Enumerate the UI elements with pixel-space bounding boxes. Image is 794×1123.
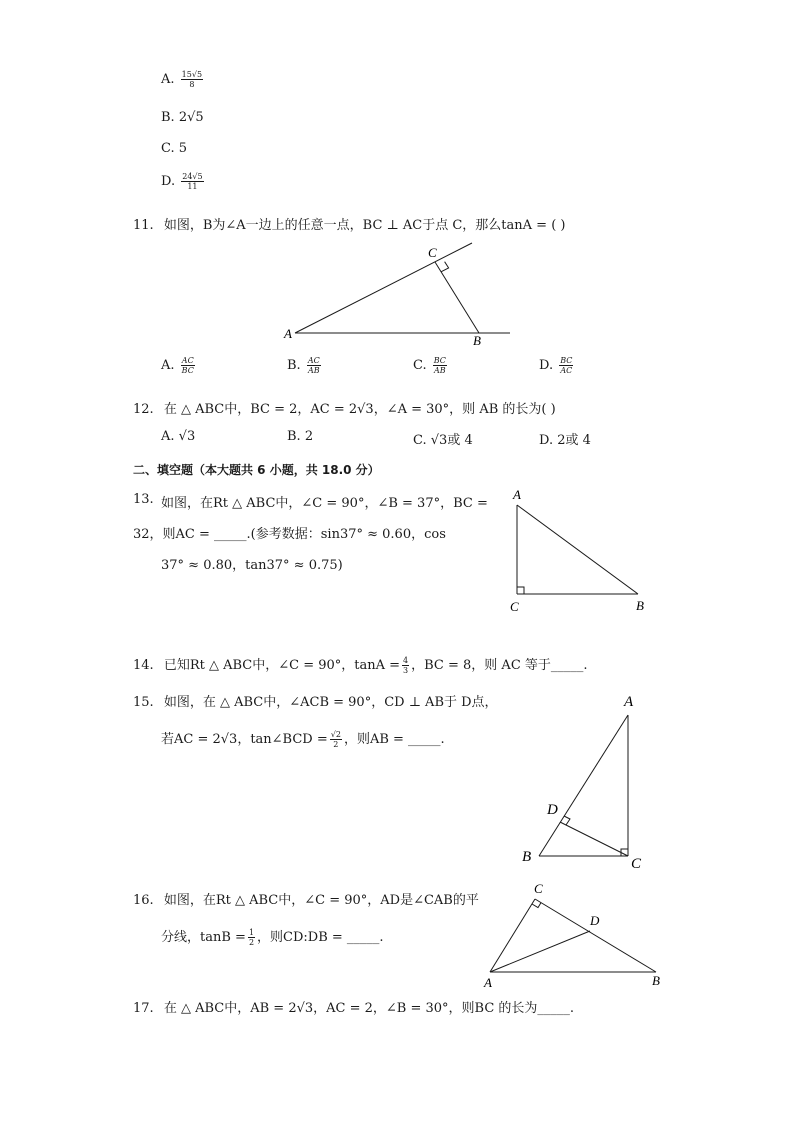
q13-label-a: A: [513, 487, 521, 502]
q15-right-angle-mark-d: [564, 816, 570, 825]
q15-label-d: D: [547, 802, 558, 818]
q12-option-c: C. √3或 4: [413, 433, 473, 448]
q11-option-c-fraction: $\frac{BC}{AB}$: [433, 356, 446, 375]
q11-figure: [280, 240, 520, 350]
q10-option-a: A. $\frac{15√5}{8}$: [161, 70, 203, 89]
q11-label-a: A: [284, 326, 292, 341]
q13-right-angle-mark: [517, 587, 524, 594]
q10-option-d-fraction: $\frac{24√5}{11}$: [182, 172, 203, 191]
q10-option-d: D. $\frac{24√5}{11}$: [161, 172, 203, 191]
q13-label-b: B: [636, 598, 644, 613]
q14-fraction: $\frac{4}{3}$: [403, 656, 409, 675]
q11-right-angle-mark: [441, 262, 449, 272]
q12-option-d: D. 2或 4: [539, 433, 591, 448]
section-fill-in-title: 二、填空题（本大题共 6 小题，共 18.0 分）: [133, 463, 380, 477]
q15-line-ab: [539, 715, 628, 856]
q11-option-d: D. $\frac{BC}{AC}$: [539, 356, 573, 375]
q16-line-cb: [535, 899, 656, 972]
q15-stem-line2: 若AC = 2√3，tan∠BCD = $\frac{√2}{2}$ ，则AB = _____.: [161, 730, 445, 749]
q10-option-b: B. 2√5: [161, 110, 204, 125]
q13-line2: 32，则AC = _____.(参考数据：sin37° ≈ 0.60，cos: [133, 527, 446, 542]
q11-stem: 11. 如图，B为∠A一边上的任意一点，BC ⊥ AC于点 C，那么tanA = ( ): [133, 218, 566, 233]
q15-label-c: C: [631, 856, 642, 872]
q13-line-ab: [517, 505, 638, 594]
q16-label-c: C: [534, 881, 543, 896]
q11-option-b: B. $\frac{AC}{AB}$: [287, 356, 320, 375]
q12-option-a: A. √3: [161, 429, 196, 444]
q13-figure: [505, 485, 655, 615]
q15-label-b: B: [522, 849, 532, 865]
q15-label-a: A: [624, 694, 634, 710]
q11-option-c: C. $\frac{BC}{AB}$: [413, 356, 446, 375]
q15-fraction: $\frac{√2}{2}$: [330, 730, 341, 749]
q13-line1: 如图，在Rt △ ABC中，∠C = 90°，∠B = 37°，BC =: [161, 496, 488, 511]
q16-stem-line2: 分线，tanB = $\frac{1}{2}$ ，则CD:DB = _____.: [161, 928, 384, 947]
q11-label-c: C: [428, 245, 437, 260]
q10-option-c: C. 5: [161, 141, 188, 156]
q11-line-bc: [435, 262, 479, 333]
q16-fraction: $\frac{1}{2}$: [248, 928, 255, 947]
q11-label-b: B: [473, 333, 481, 348]
q16-label-a: A: [484, 975, 492, 990]
q17-stem: 17. 在 △ ABC中，AB = 2√3，AC = 2，∠B = 30°，则BC 的长为_____.: [133, 1001, 575, 1016]
q15-stem-line1: 15. 如图，在 △ ABC中，∠ACB = 90°，CD ⊥ AB于 D点，: [133, 695, 498, 710]
q11-option-b-fraction: $\frac{AC}{AB}$: [307, 356, 320, 375]
q15-figure: [515, 690, 655, 875]
q16-label-d: D: [590, 913, 600, 928]
q16-line-ac: [490, 899, 535, 972]
q15-line-cd: [560, 822, 628, 856]
q16-right-angle-mark: [532, 903, 541, 908]
q11-option-d-fraction: $\frac{BC}{AC}$: [560, 356, 573, 375]
q11-option-a-fraction: $\frac{AC}{BC}$: [181, 356, 194, 375]
q12-option-b: B. 2: [287, 429, 314, 444]
q14-stem: 14. 已知Rt △ ABC中，∠C = 90°，tanA = $\frac{4}{3}$ ，BC = 8，则 AC 等于_____.: [133, 656, 588, 675]
q16-stem-line1: 16. 如图，在Rt △ ABC中，∠C = 90°，AD是∠CAB的平: [133, 893, 479, 908]
q13-label-c: C: [510, 599, 519, 614]
q16-line-ad: [490, 931, 590, 972]
q12-stem: 12. 在 △ ABC中，BC = 2，AC = 2√3，∠A = 30°，则 AB 的长为( ): [133, 402, 556, 417]
q10-option-a-fraction: $\frac{15√5}{8}$: [181, 70, 203, 89]
q16-label-b: B: [652, 973, 660, 988]
q13-number: 13.: [133, 492, 154, 507]
q11-option-a: A. $\frac{AC}{BC}$: [161, 356, 194, 375]
q11-line-ac: [295, 243, 472, 333]
q16-figure: [478, 877, 668, 992]
q13-line3: 37° ≈ 0.80，tan37° ≈ 0.75): [161, 558, 343, 573]
